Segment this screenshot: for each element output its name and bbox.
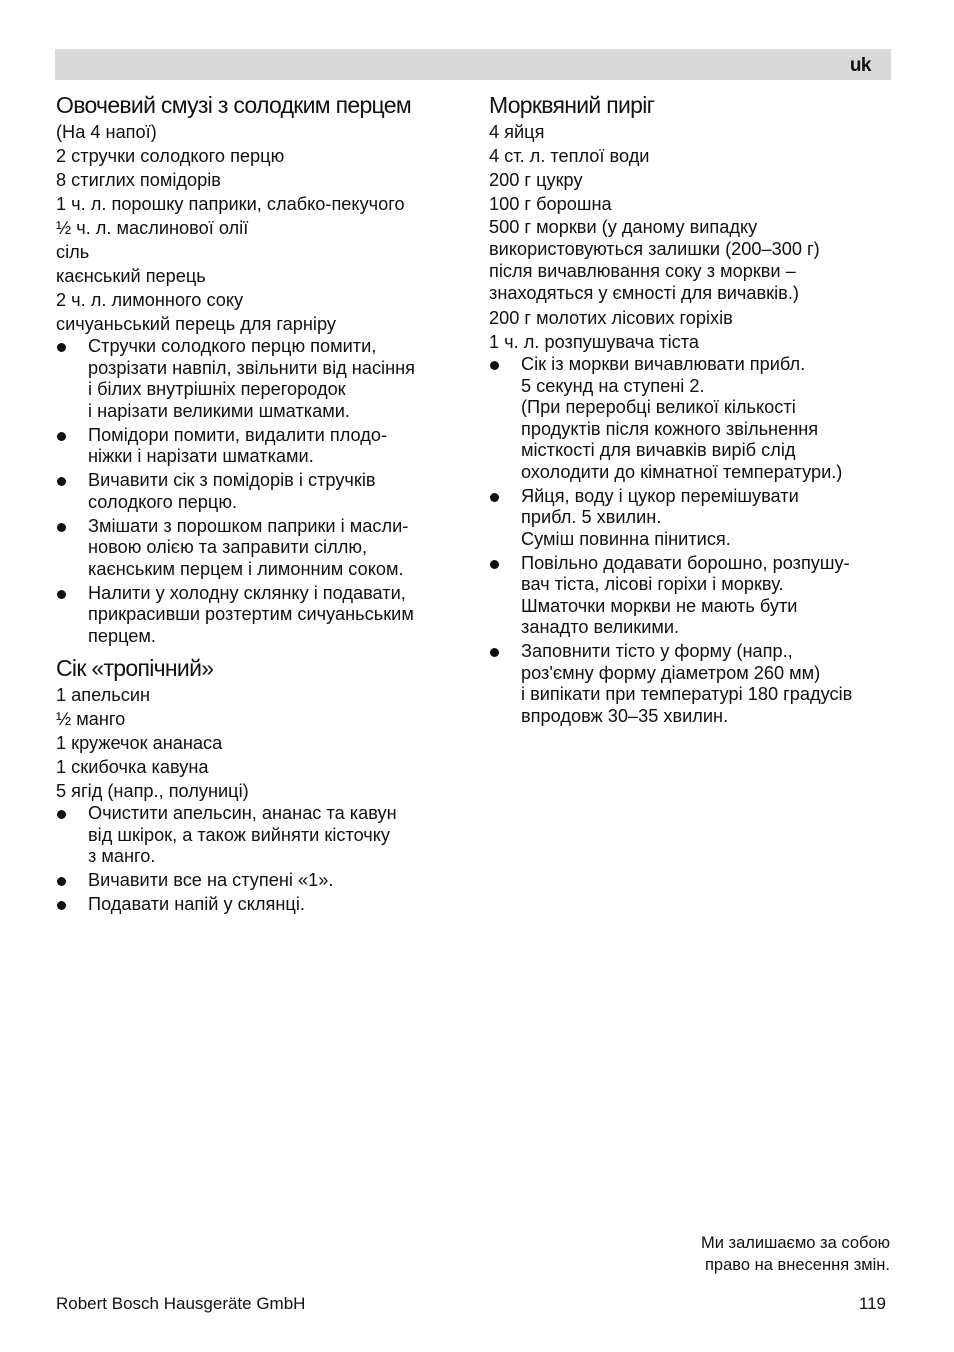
ingredient-list (489, 120, 894, 354)
header-bar (55, 49, 891, 80)
ingredient-list (56, 683, 461, 803)
language-code: uk (849, 55, 871, 76)
company-name: Robert Bosch Hausgeräte GmbH (56, 1294, 306, 1313)
rights-reserved-note: Ми залишаємо за собою право на внесення змін. (700, 1234, 890, 1274)
right-column (489, 90, 894, 730)
ingredient-item: 200 г молотих лісових горіхів (489, 308, 733, 328)
bullet-icon (57, 901, 66, 910)
ingredient-list (56, 120, 461, 336)
step-item (56, 583, 461, 648)
ingredient-item: ½ ч. л. маслинової олії (56, 218, 249, 238)
step-item (489, 553, 894, 639)
step-item (56, 870, 461, 892)
step-list (489, 354, 894, 727)
recipe-carrot-cake (489, 90, 894, 727)
step-text: Яйця, воду і цукор перемішувати прибл. 5 хвилин. Суміш повинна пінитися. (521, 485, 799, 549)
ingredient-item: 500 г моркви (у даному випадку використовуються залишки (200–300 г) після вичавлювання соку з моркви – знаходяться у ємності для вичавків.) (489, 217, 820, 303)
bullet-icon (57, 877, 66, 886)
ingredient-item: 200 г цукру (489, 170, 583, 190)
step-text: Подавати напій у склянці. (88, 894, 305, 914)
ingredient-item: сичуаньський перець для гарніру (56, 314, 336, 334)
step-text: Заповнити тісто у форму (напр., роз'ємну форму діаметром 260 мм) і випікати при температурі 180 градусів впродовж 30–35 хвилин. (521, 641, 853, 726)
step-item (489, 641, 894, 727)
ingredient-item: 2 стручки солодкого перцю (56, 146, 285, 166)
step-item (56, 894, 461, 916)
ingredient-item: 4 ст. л. теплої води (489, 146, 650, 166)
recipe-tropical-juice (56, 653, 461, 916)
ingredient-item: 1 ч. л. розпушувача тіста (489, 332, 699, 352)
step-item (56, 470, 461, 513)
ingredient-item: сіль (56, 242, 90, 262)
step-text: Вичавити сік з помідорів і стручків солодкого перцю. (88, 470, 376, 512)
recipe-vegetable-smoothie (56, 90, 461, 647)
bullet-icon (490, 493, 499, 502)
step-item (56, 425, 461, 468)
bullet-icon (57, 343, 66, 352)
recipe-title: Овочевий смузі з солодким перцем (56, 92, 411, 118)
ingredient-item: 1 кружечок ананаса (56, 733, 223, 753)
page-number: 119 (858, 1294, 886, 1313)
bullet-icon (57, 432, 66, 441)
step-text: Очистити апельсин, ананас та кавун від шкірок, а також вийняти кісточку з манго. (88, 803, 397, 866)
ingredient-item: каєнський перець (56, 266, 206, 286)
step-item (489, 354, 894, 483)
step-item (56, 803, 461, 868)
step-text: Сік із моркви вичавлювати прибл. 5 секунд на ступені 2. (При переробці великої кількості продуктів після кожного звільнення місткості для вичавків виріб слід охолодити до кімнатної температури.) (521, 354, 843, 482)
ingredient-item: 8 стиглих помідорів (56, 170, 221, 190)
ingredient-item: ½ манго (56, 709, 126, 729)
step-text: Повільно додавати борошно, розпушу- вач тіста, лісові горіхи і моркву. Шматочки моркви не мають бути занадто великими. (521, 552, 850, 637)
recipe-title: Морквяний пиріг (489, 92, 655, 118)
bullet-icon (490, 361, 499, 370)
step-text: Налити у холодну склянку і подавати, прикрасивши розтертим сичуаньським перцем. (88, 582, 414, 646)
step-item (489, 486, 894, 551)
bullet-icon (57, 810, 66, 819)
ingredient-item: 2 ч. л. лимонного соку (56, 290, 244, 310)
step-list (56, 803, 461, 916)
bullet-icon (57, 590, 66, 599)
ingredient-item: 5 ягід (напр., полуниці) (56, 781, 249, 801)
step-text: Змішати з порошком паприки і масли- новою олією та заправити сіллю, каєнським перцем і лимонним соком. (88, 515, 409, 579)
step-text: Вичавити все на ступені «1». (88, 870, 334, 890)
recipe-title: Сік «тропічний» (56, 655, 214, 681)
ingredient-item: 1 скибочка кавуна (56, 757, 209, 777)
bullet-icon (57, 477, 66, 486)
step-text: Стручки солодкого перцю помити, розрізати навпіл, звільнити від насіння і білих внутрішніх перегородок і нарізати великими шматками. (88, 336, 416, 421)
ingredient-item: 1 ч. л. порошку паприки, слабко-пекучого (56, 194, 405, 214)
step-item (56, 336, 461, 422)
step-list (56, 336, 461, 647)
step-item (56, 516, 461, 581)
ingredient-item: 1 апельсин (56, 685, 151, 705)
left-column (56, 90, 461, 918)
bullet-icon (490, 648, 499, 657)
ingredient-item: 100 г борошна (489, 194, 612, 214)
step-text: Помідори помити, видалити плодо- ніжки і нарізати шматками. (88, 424, 388, 466)
bullet-icon (57, 523, 66, 532)
ingredient-item: 4 яйця (489, 122, 545, 142)
bullet-icon (490, 560, 499, 569)
ingredient-item: (На 4 напої) (56, 122, 157, 142)
